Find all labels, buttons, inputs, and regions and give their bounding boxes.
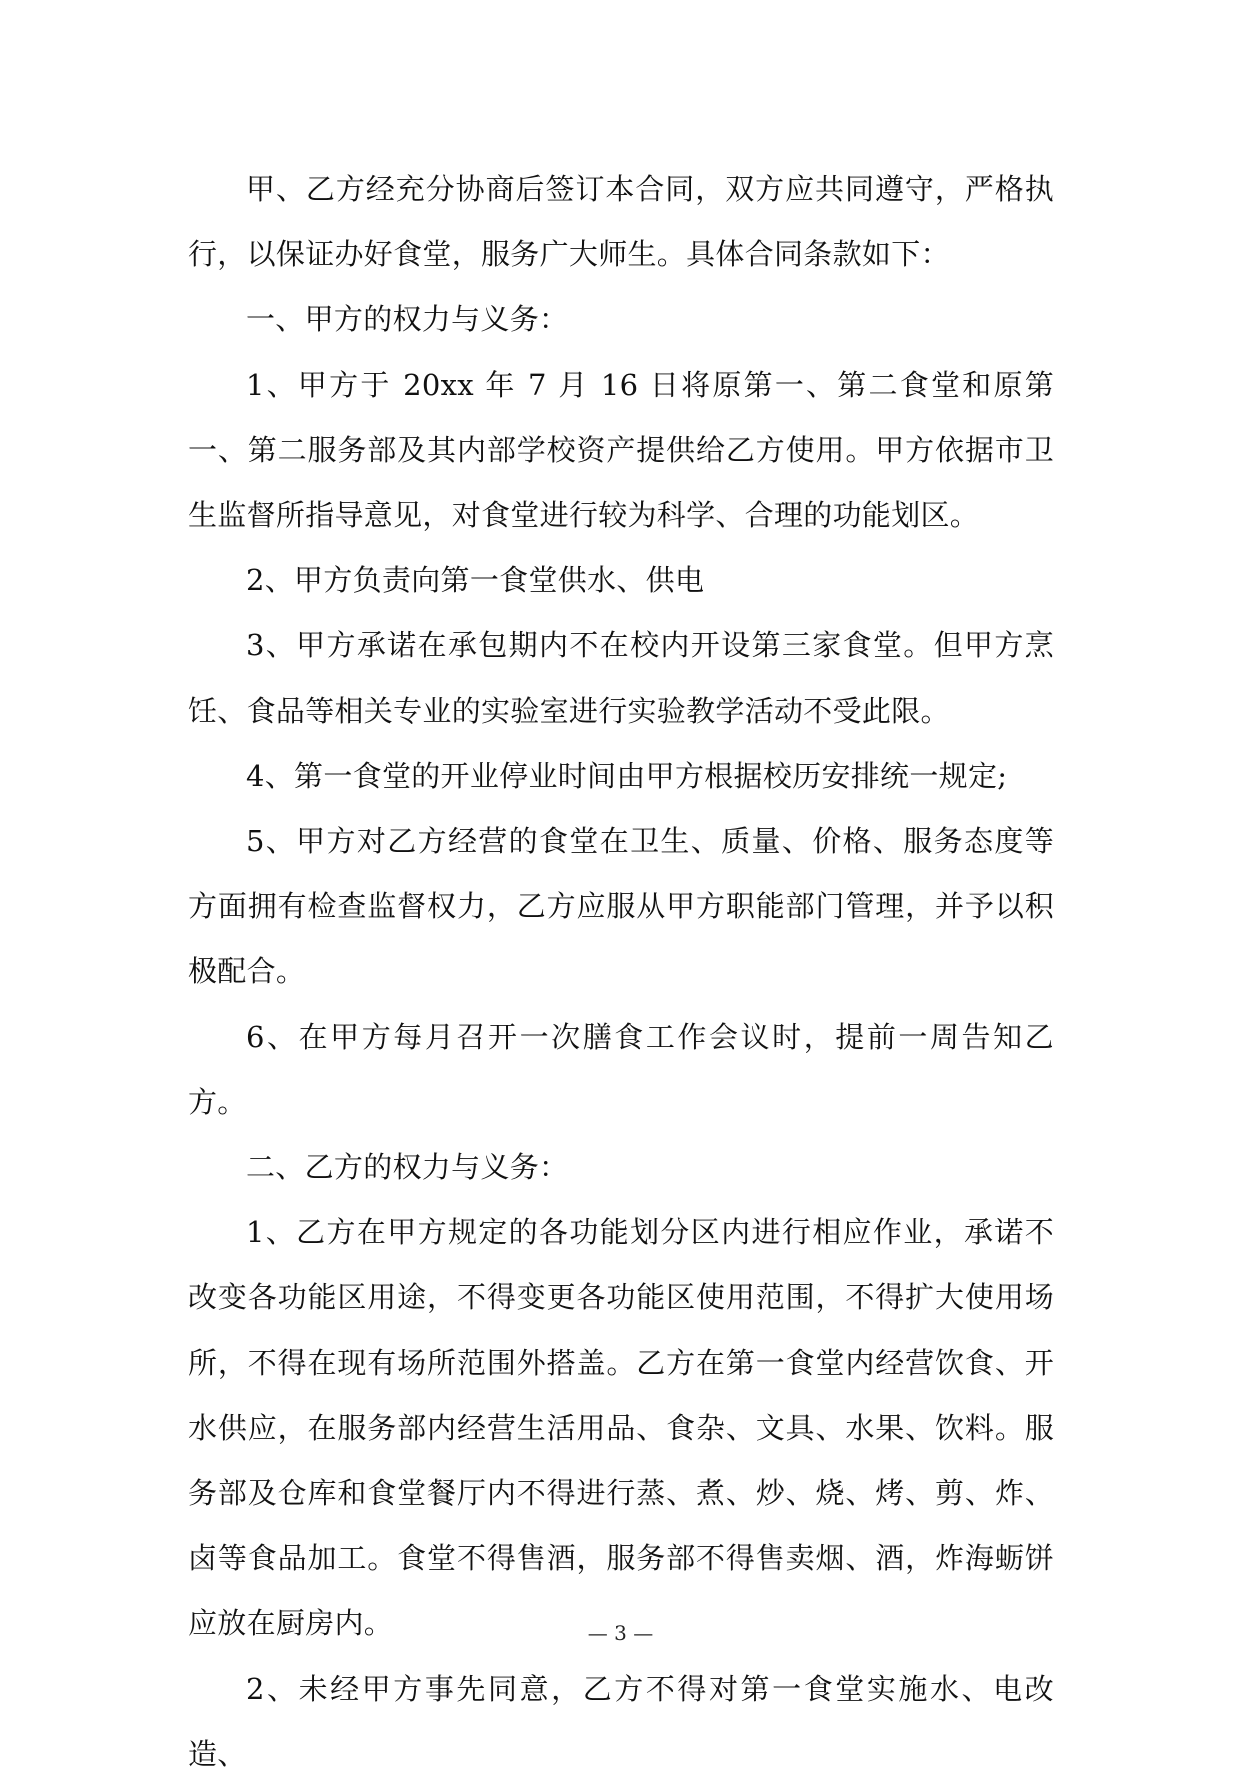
paragraph-intro: 甲、乙方经充分协商后签订本合同，双方应共同遵守，严格执行，以保证办好食堂，服务广大师生。具体合同条款如下： — [188, 172, 1054, 272]
contract-body — [188, 157, 1054, 1787]
section-heading-party-a: 一、甲方的权力与义务： — [246, 302, 569, 337]
clause-a6: 6、在甲方每月召开一次膳食工作会议时，提前一周告知乙方。 — [188, 1019, 1054, 1119]
clause-b1: 1、乙方在甲方规定的各功能划分区内进行相应作业，承诺不改变各功能区用途，不得变更各功能区使用范围，不得扩大使用场所，不得在现有场所范围外搭盖。乙方在第一食堂内经营饮食、开水供应，在服务部内经营生活用品、食杂、文具、水果、饮料。服务部及仓库和食堂餐厅内不得进行蒸、煮、炒、烧、烤、剪、炸、卤等食品加工。食堂不得售酒，服务部不得售卖烟、酒，炸海蛎饼应放在厨房内。 — [188, 1215, 1054, 1641]
clause-a5: 5、甲方对乙方经营的食堂在卫生、质量、价格、服务态度等方面拥有检查监督权力，乙方应服从甲方职能部门管理，并予以积极配合。 — [188, 824, 1054, 989]
clause-a2: 2、甲方负责向第一食堂供水、供电 — [246, 563, 705, 598]
section-heading-party-b: 二、乙方的权力与义务： — [246, 1150, 569, 1185]
clause-b2: 2、未经甲方事先同意，乙方不得对第一食堂实施水、电改造、 — [188, 1671, 1054, 1771]
clause-a4: 4、第一食堂的开业停业时间由甲方根据校历安排统一规定; — [246, 758, 1008, 793]
clause-a3: 3、甲方承诺在承包期内不在校内开设第三家食堂。但甲方烹饪、食品等相关专业的实验室进行实验教学活动不受此限。 — [188, 628, 1054, 728]
clause-a1: 1、甲方于 20xx 年 7 月 16 日将原第一、第二食堂和原第一、第二服务部及其内部学校资产提供给乙方使用。甲方依据市卫生监督所指导意见，对食堂进行较为科学、合理的功能划区。 — [188, 367, 1054, 533]
page-number: — 3 — — [587, 1621, 654, 1645]
